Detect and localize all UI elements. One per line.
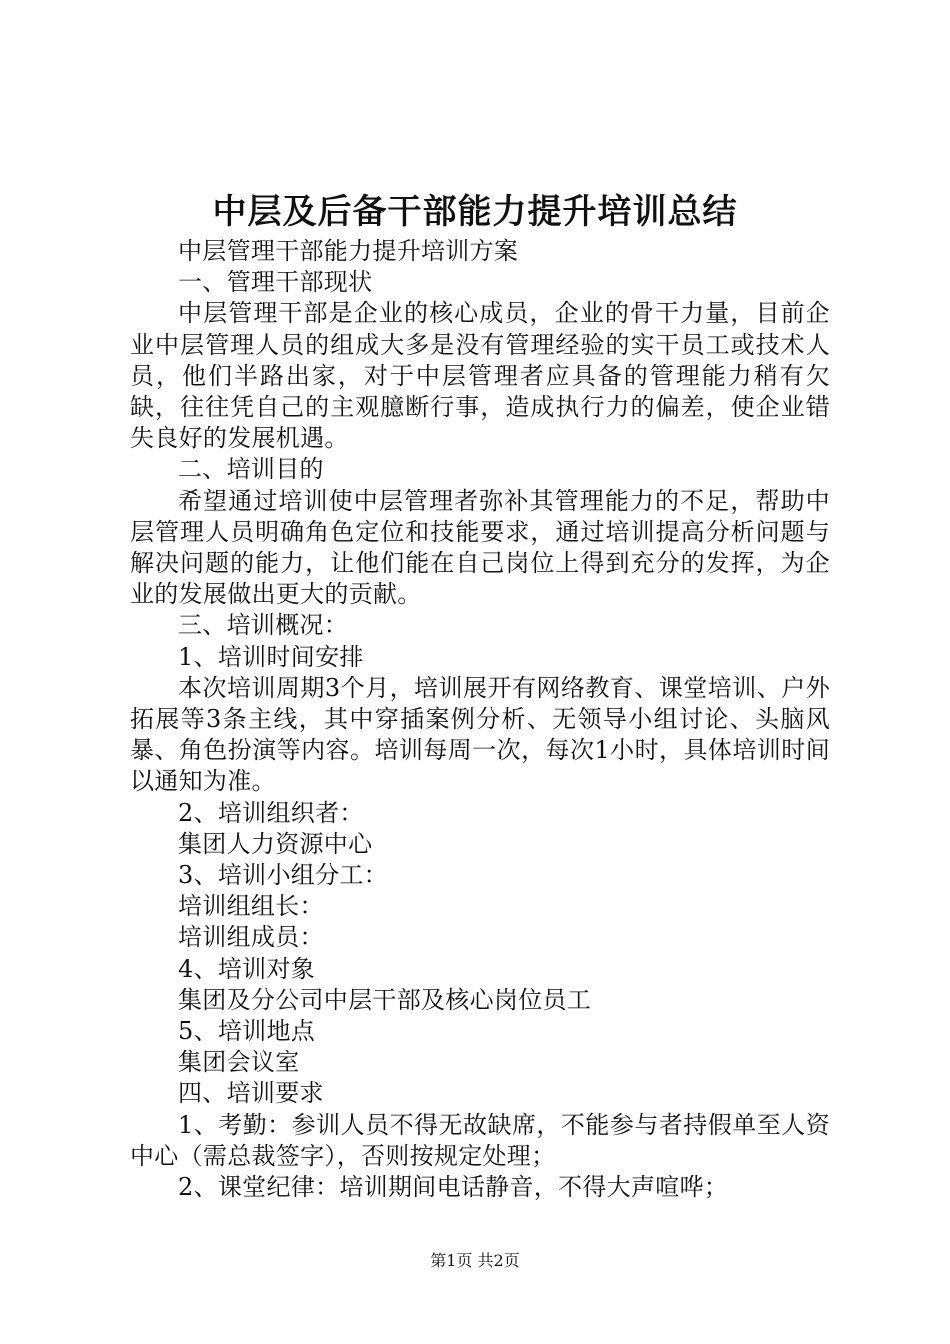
heading-training-requirements: 四、培训要求 [178, 1079, 324, 1108]
paragraph-current-status: 中层管理干部是企业的核心成员，企业的骨干力量，目前企业中层管理人员的组成大多是没有管理经验的实干员工或技术人员，他们半路出家，对于中层管理者应具备的管理能力稍有欠缺，往往凭自己的主观臆断行事，造成执行力的偏差，使企业错失良好的发展机遇。 [130, 299, 830, 453]
paragraph-training-purpose: 希望通过培训使中层管理者弥补其管理能力的不足，帮助中层管理人员明确角色定位和技能要求，通过培训提高分析问题与解决问题的能力，让他们能在自己岗位上得到充分的发挥，为企业的发展做出更大的贡献。 [130, 486, 830, 609]
heading-training-purpose: 二、培训目的 [178, 455, 324, 484]
paragraph-organizer: 集团人力资源中心 [178, 829, 373, 858]
heading-training-overview: 三、培训概况： [178, 611, 349, 640]
paragraph-training-location: 集团会议室 [178, 1048, 300, 1077]
page-footer: 第1页 共2页 [430, 1251, 520, 1270]
paragraph-group-leader: 培训组组长： [178, 892, 324, 921]
paragraph-training-target: 集团及分公司中层干部及核心岗位员工 [178, 985, 592, 1014]
item-organizer: 2、培训组织者： [178, 798, 364, 827]
document-body [130, 236, 830, 1203]
document-title: 中层及后备干部能力提升培训总结 [212, 192, 738, 232]
paragraph-attendance: 1、考勤：参训人员不得无故缺席，不能参与者持假单至人资中心（需总裁签字），否则按规定处理； [130, 1110, 830, 1170]
paragraph-schedule: 本次培训周期3个月，培训展开有网络教育、课堂培训、户外拓展等3条主线，其中穿插案例分析、无领导小组讨论、头脑风暴、角色扮演等内容。培训每周一次，每次1小时，具体培训时间以通知为准。 [130, 673, 830, 796]
paragraph-group-members: 培训组成员： [178, 923, 324, 952]
item-training-location: 5、培训地点 [178, 1017, 316, 1046]
paragraph-plan-title: 中层管理干部能力提升培训方案 [178, 237, 519, 265]
paragraph-classroom-discipline: 2、课堂纪律：培训期间电话静音，不得大声喧哗； [178, 1173, 729, 1202]
item-training-target: 4、培训对象 [178, 954, 316, 983]
heading-current-status: 一、管理干部现状 [178, 268, 373, 297]
item-schedule: 1、培训时间安排 [178, 642, 364, 671]
item-group-division: 3、培训小组分工： [178, 861, 388, 890]
